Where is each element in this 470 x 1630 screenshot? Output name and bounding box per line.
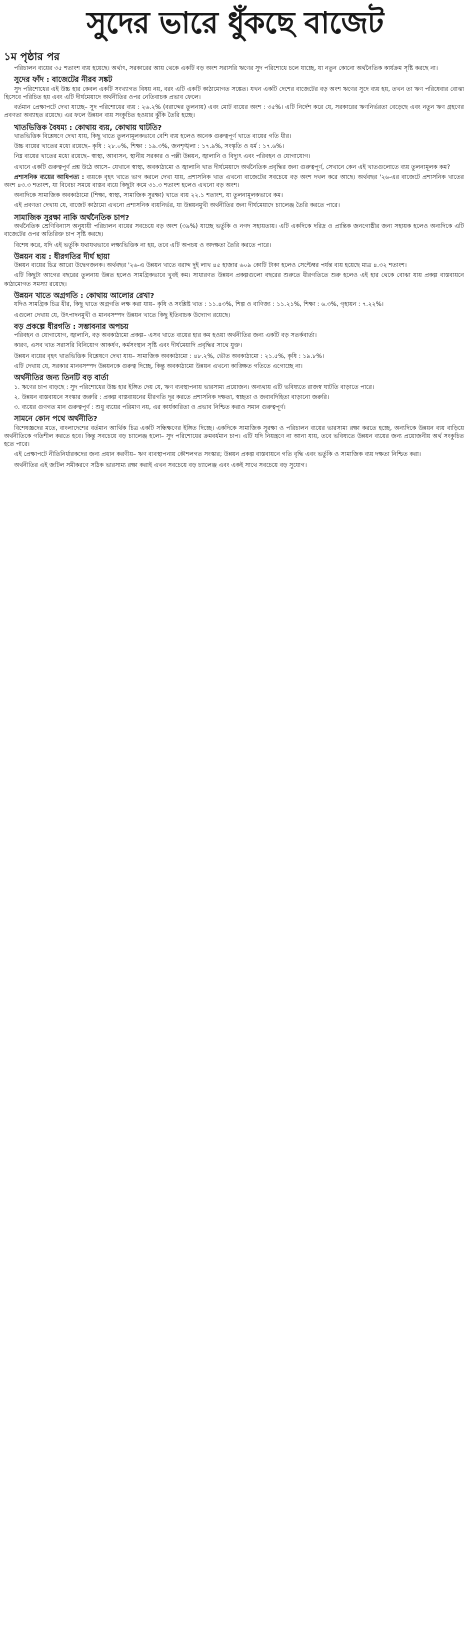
article-paragraph: ৩. ব্যয়ের গুণগত মান গুরুত্বপূর্ণ : শুধু ব্যয়ের পরিমাণ নয়, এর কার্যকারিতা ও প্রভাব নিশ্চিত করাও সমান গুরুত্বপূর্ণ। xyxy=(14,403,286,411)
article-paragraph: বিশেষজ্ঞদের মতে, বাংলাদেশের বর্তমান আর্থিক চিত্র একটি সন্ধিক্ষণের ইঙ্গিত দিচ্ছে। একদিকে সামাজিক সুরক্ষা ও পরিচালন ব্যয়ের ভারসাম্য রক্ষা করতে হচ্ছে, অন্যদিকে উন্নয়ন ব্যয় বাড়িয়ে অর্থনীতিকে গতিশীল করতে হবে। কিন্তু সবচেয়ে বড় চ্যালেঞ্জ হলো– সুদ পরিশোধের ক্রমবর্ধমান চাপ। এটি যদি নিয়ন্ত্রণে না আনা যায়, তবে ভবিষ্যতে উন্নয়ন ব্যয়ের জন্য প্রয়োজনীয় অর্থ সংকুচিত হতে পারে। xyxy=(4,424,464,449)
article-paragraph: এই প্রেক্ষাপটে নীতিনির্ধারকদের জন্য প্রধান করণীয়– ঋণ ব্যবস্থাপনায় কৌশলগত সংস্কার; উন্নয়ন প্রকল্প বাস্তবায়নে গতি বৃদ্ধি এবং ভর্তুকি ও সামাজিক ব্যয় দক্ষতা নিশ্চিত করা। xyxy=(14,451,421,459)
article-headline: সুদের ভারে ধুঁকছে বাজেট xyxy=(86,6,384,41)
article-paragraph: সুদ পরিশোধের এই উচ্চ হার কেবল একটি সংখ্যাগত বিষয় নয়, বরং এটি একটি কাঠামোগত সঙ্কেত। যখন একটি দেশের বাজেটের বড় অংশ ঋণের সুদে ব্যয় হয়, তখন তা ঋণ পরিষেবার বোঝা হিসেবে পরিচিত হয় এবং এটি দীর্ঘমেয়াদে অর্থনীতির ওপর নেতিবাচক প্রভাব ফেলে। xyxy=(4,85,464,101)
article-body xyxy=(0,65,470,470)
section-subheading: সামনে কোন পথে অর্থনীতি? xyxy=(14,414,98,424)
article-paragraph: উন্নয়ন ব্যয়ের বৃহৎ খাতভিত্তিক বিশ্লেষণে দেখা যায়– সামাজিক অবকাঠামো : ৪৮.২%, ভৌত অবকাঠামো : ২১.৫%, কৃষি : ১৯.৮%। xyxy=(14,352,325,360)
section-subheading: উন্নয়ন খাতে অগ্রগতি : কোথায় আলোর রেখা? xyxy=(14,290,155,300)
article-paragraph: বর্তমান প্রেক্ষাপটে দেখা যাচ্ছে– সুদ পরিশোধের ব্যয় : ২৬.২% (বরাদ্দের তুলনায়) এবং মোট ব্যয়ের অংশ : ৩৫%। এটি নির্দেশ করে যে, সরকারের ঋণনির্ভরতা বেড়েছে এবং নতুন ঋণ গ্রহণের প্রবণতা অব্যাহত রয়েছে। এর ফলে উন্নয়ন ব্যয় সংকুচিত হওয়ার ঝুঁকি তৈরি হচ্ছে। xyxy=(4,104,464,120)
continued-from-label: ১ম পৃষ্ঠার পর xyxy=(4,51,60,63)
article-paragraph: নিম্ন ব্যয়ের খাতের মধ্যে রয়েছে– স্বাস্থ্য, আবাসন, স্থানীয় সরকার ও পল্লী উন্নয়ন, জ্বালানি ও বিদ্যুৎ এবং পরিবহন ও যোগাযোগ। xyxy=(14,153,311,161)
article-paragraph: এগুলো দেখায় যে, উৎপাদনমুখী ও মানবসম্পদ উন্নয়ন খাতে কিছু ইতিবাচক উদ্যোগ রয়েছে। xyxy=(14,311,231,319)
article-paragraph: উচ্চ ব্যয়ের খাতের মধ্যে রয়েছে– কৃষি : ২৮.০%, শিক্ষা : ১৯.৩%, জনশৃঙ্খলা : ১৭.৯%, সংস্কৃতি ও ধর্ম : ১৭.৬%। xyxy=(14,143,284,151)
article-paragraph: পরিচালন ব্যয়ের ৩৫ শতাংশ ব্যয় হয়েছে। অর্থাৎ, সরকারের আয় থেকে একটি বড় অংশ সরাসরি ঋণের সুদ পরিশোধে চলে যাচ্ছে, যা নতুন কোনো অর্থনৈতিক কার্যক্রম সৃষ্টি করছে না। xyxy=(14,65,438,72)
section-subheading: উন্নয়ন ব্যয় : ধীরগতির দীর্ঘ ছায়া xyxy=(14,251,110,261)
article-paragraph: যদিও সামগ্রিক চিত্র ধীর, কিছু খাতে অগ্রগতি লক্ষ করা যায়– কৃষি ও সংশ্লিষ্ট খাত : ১১.৪৩%, শিল্প ও বাণিজ্য : ১১.২১%, শিক্ষা : ৬.৩%, গৃহায়ন : ৭.২২%। xyxy=(14,301,384,309)
section-subheading: অর্থনীতির জন্য তিনটি বড় বার্তা xyxy=(14,373,109,383)
section-subheading: সামাজিক সুরক্ষা নাকি অর্থনৈতিক চাপ? xyxy=(14,212,130,222)
section-subheading: খাতভিত্তিক বৈষম্য : কোথায় ব্যয়, কোথায় ঘাটতি? xyxy=(14,122,162,132)
article-paragraph: এই প্রবণতা দেখায় যে, বাজেট কাঠামো এখনো প্রশাসনিক ব্যয়নির্ভর, যা উন্নয়নমুখী অর্থনীতির জন্য দীর্ঘমেয়াদে চ্যালেঞ্জ তৈরি করতে পারে। xyxy=(14,202,340,210)
article-paragraph: ১. ঋণের চাপ বাড়ছে : সুদ পরিশোধের উচ্চ হার ইঙ্গিত দেয় যে, ঋণ ব্যবস্থাপনায় ভারসাম্য প্রয়োজন। অন্যথায় এটি ভবিষ্যতে রাজস্ব ঘাটতি বাড়াতে পারে। xyxy=(14,383,375,391)
article-paragraph: খাতভিত্তিক বিশ্লেষণে দেখা যায়, কিছু খাতে তুলনামূলকভাবে বেশি ব্যয় হলেও অনেক গুরুত্বপূর্ণ খাতে ব্যয়ের গতি ধীর। xyxy=(14,133,292,141)
article-paragraph: বিশেষ করে, যদি এই ভর্তুকি যথাযথভাবে লক্ষ্যভিত্তিক না হয়, তবে এটি অপচয় ও অদক্ষতা তৈরি করতে পারে। xyxy=(14,241,272,249)
article-paragraph: এটি কিছুটা আগের বছরের তুলনায় উন্নত হলেও সামগ্রিকভাবে খুবই কম। সাধারণত উন্নয়ন প্রকল্পগুলো বছরের শুরুতে ধীরগতিতে শুরু হলেও এই হার থেকে বোঝা যায় প্রকল্প বাস্তবায়নে কাঠামোগত সমস্যা রয়েছে। xyxy=(4,272,464,288)
article-paragraph: অন্যদিকে সামাজিক অবকাঠামো (শিক্ষা, স্বাস্থ্য, সামাজিক সুরক্ষা) খাতে ব্যয় ২২.১ শতাংশ, যা তুলনামূলকভাবে কম। xyxy=(14,192,283,200)
article-paragraph: এটি দেখায় যে, সরকার মানবসম্পদ উন্নয়নকে গুরুত্ব দিচ্ছে, কিন্তু অবকাঠামো উন্নয়ন এখনো কাঙ্ক্ষিত গতিতে এগোচ্ছে না। xyxy=(14,362,303,370)
article-paragraph: কারণ, এসব খাত সরাসরি বিনিয়োগ আকর্ষণ, কর্মসংস্থান সৃষ্টি এবং দীর্ঘমেয়াদি প্রবৃদ্ধির সাথে যুক্ত। xyxy=(14,342,242,350)
paragraph-text: ব্যয়কে বৃহৎ খাতে ভাগ করলে দেখা যায়, প্রশাসনিক খাত এখনো বাজেটের সবচেয়ে বড় অংশ দখল করে আছে। অর্থবছর '২৬-এর বাজেটে প্রশাসনিক খাতের অংশ ৪৩.৩ শতাংশ, যা বিবেচ্য সময়ে বাস্তব ব্যয়ে কিছুটা কমে ৩১.৩ শতাংশ হলেও এখনো বড় অংশ। xyxy=(4,173,464,190)
article-paragraph: ২. উন্নয়ন বাস্তবায়নে সংস্কার জরুরি : প্রকল্প বাস্তবায়নের ধীরগতি দূর করতে প্রশাসনিক দক্ষতা, স্বচ্ছতা ও জবাবদিহিতা বাড়ানো জরুরি। xyxy=(14,393,330,401)
article-paragraph: অর্থনীতির এই জটিল সমীকরণে সঠিক ভারসাম্য রক্ষা করাই এখন সবচেয়ে বড় চ্যালেঞ্জ এবং একই সাথে সবচেয়ে বড় সুযোগ। xyxy=(14,461,307,469)
article-paragraph: অর্থনৈতিক শ্রেণিবিন্যাস অনুযায়ী পরিচালন ব্যয়ের সবচেয়ে বড় অংশ (৩৯%) যাচ্ছে ভর্তুকি ও নগদ সহায়তায়। এটি একদিকে দরিদ্র ও প্রান্তিক জনগোষ্ঠীর জন্য সহায়ক হলেও অন্যদিকে এটি বাজেটের ওপর অতিরিক্ত চাপ সৃষ্টি করছে। xyxy=(4,223,464,239)
article-paragraph xyxy=(4,174,464,190)
article-paragraph: পরিবহন ও যোগাযোগ, জ্বালানি, বড় অবকাঠামো প্রকল্প– এসব খাতে ব্যয়ের হার কম হওয়া অর্থনীতির জন্য একটি বড় সতর্কবার্তা। xyxy=(14,332,317,340)
article-paragraph: এখানে একটি গুরুত্বপূর্ণ প্রশ্ন উঠে আসে– যেখানে স্বাস্থ্য, অবকাঠামো ও জ্বালানি খাত দীর্ঘমেয়াদে অর্থনৈতিক প্রবৃদ্ধির জন্য গুরুত্বপূর্ণ, সেখানে কেন এই খাতগুলোতে ব্যয় তুলনামূলক কম? xyxy=(14,163,451,171)
section-subheading: সুদের ফাঁদ : বাজেটের নীরব সঙ্কট xyxy=(14,75,113,85)
section-subheading: বড় প্রকল্পে ধীরগতি : সম্ভাবনার অপচয় xyxy=(14,321,129,331)
article-paragraph: উন্নয়ন ব্যয়ের চিত্র আরো উদ্বেগজনক। অর্থবছর '২৬-এ উন্নয়ন খাতে বরাদ্দ দুই লাখ ৪৫ হাজার ৬০৯ কোটি টাকা হলেও সেপ্টেম্বর পর্যন্ত ব্যয় হয়েছে মাত্র ৪.৩২ শতাংশ। xyxy=(14,262,407,270)
paragraph-lead-in: প্রশাসনিক ব্যয়ের আধিপত্য : xyxy=(14,173,85,181)
